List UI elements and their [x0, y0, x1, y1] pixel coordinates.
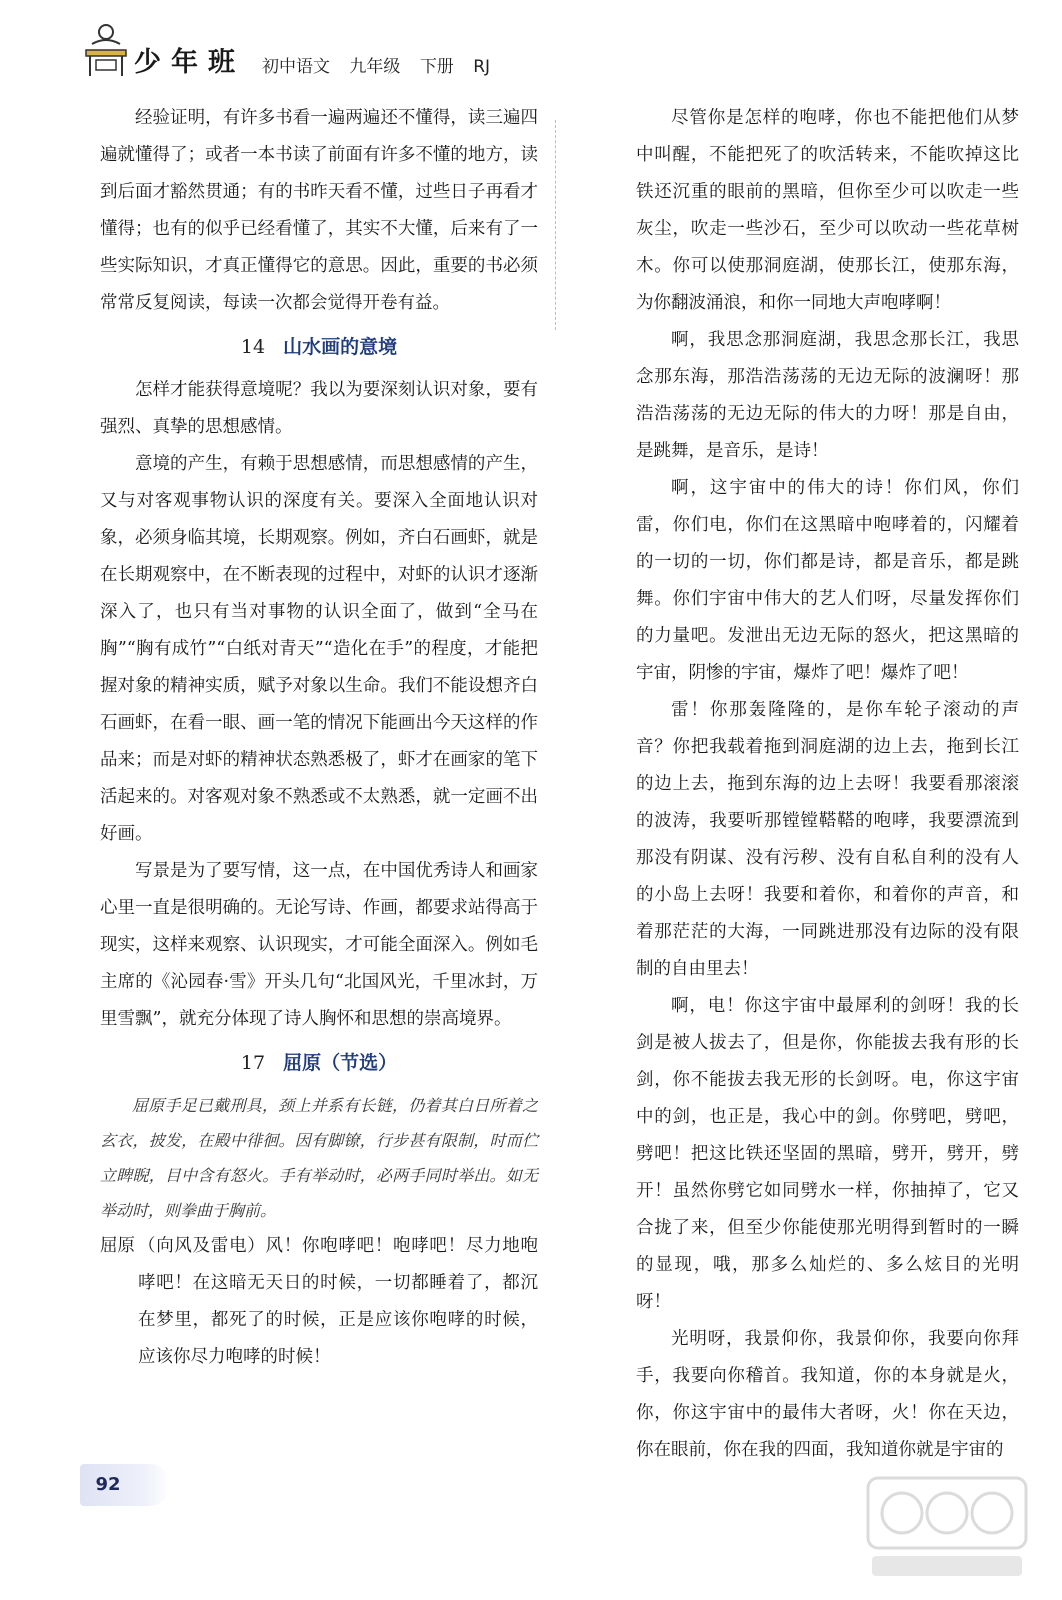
student-desk-logo-icon	[82, 22, 130, 78]
edition-label: RJ	[473, 57, 491, 77]
paragraph: 啊，这宇宙中的伟大的诗！你们风，你们雷，你们电，你们在这黑暗中咆哮着的，闪耀着的一切的一切，你们都是诗，都是音乐，都是跳舞。你们宇宙中伟大的艺人们呀，尽量发挥你们的力量吧。发泄出无边无际的怒火，把这黑暗的宇宙，阴惨的宇宙，爆炸了吧！爆炸了吧！	[636, 478, 1019, 683]
dialogue-block	[100, 1228, 538, 1376]
column-divider	[555, 120, 556, 330]
section-title: 屈原（节选）	[283, 1052, 398, 1074]
stage-direction: 屈原手足已戴刑具，颈上并系有长链，仍着其白日所着之玄衣，披发，在殿中徘徊。因有脚镣，行步甚有限制，时而伫立睥睨，目中含有怒火。手有举动时，必两手同时举出。如无举动时，则拳曲于胸前。	[100, 1096, 538, 1220]
left-column	[100, 100, 538, 1376]
page-number-badge	[80, 1464, 170, 1506]
paragraph: 尽管你是怎样的咆哮，你也不能把他们从梦中叫醒，不能把死了的吹活转来，不能吹掉这比铁还沉重的眼前的黑暗，但你至少可以吹走一些灰尘，吹走一些沙石，至少可以吹动一些花草树木。你可以使那洞庭湖，使那长江，使那东海，为你翻波涌浪，和你一同地大声咆哮啊！	[636, 108, 1019, 313]
page-number: 92	[95, 1474, 121, 1495]
watermark-stamp-icon	[862, 1472, 1032, 1582]
page-header	[82, 22, 642, 82]
section-heading-14	[100, 322, 538, 372]
section-title: 山水画的意境	[283, 336, 398, 358]
dialogue-text	[138, 1228, 538, 1376]
dialogue-line: （向风及雷电）风！你咆哮吧！咆哮吧！尽力地咆哮吧！在这暗无天日的时候，一切都睡着了，都沉在梦里，都死了的时候，正是应该你咆哮的时候，应该你尽力咆哮的时候！	[138, 1236, 538, 1367]
section-number: 17	[240, 1052, 266, 1074]
paragraph: 意境的产生，有赖于思想感情，而思想感情的产生，又与对客观事物认识的深度有关。要深入全面地认识对象，必须身临其境，长期观察。例如，齐白石画虾，就是在长期观察中，在不断表现的过程中，对虾的认识才逐渐深入了，也只有当对事物的认识全面了，做到“全马在胸”“胸有成竹”“白纸对青天”“造化在手”的程度，才能把握对象的精神实质，赋予对象以生命。我们不能设想齐白石画虾，在看一眼、画一笔的情况下能画出今天这样的作品来；而是对虾的精神状态熟悉极了，虾才在画家的笔下活起来的。对客观对象不熟悉或不太熟悉，就一定画不出好画。	[100, 454, 538, 844]
section-number: 14	[240, 336, 266, 358]
paragraph: 怎样才能获得意境呢？我以为要深刻认识对象，要有强烈、真挚的思想感情。	[100, 380, 538, 437]
intro-paragraph: 经验证明，有许多书看一遍两遍还不懂得，读三遍四遍就懂得了；或者一本书读了前面有许多不懂的地方，读到后面才豁然贯通；有的书昨天看不懂，过些日子再看才懂得；也有的似乎已经看懂了，其实不大懂，后来有了一些实际知识，才真正懂得它的意思。因此，重要的书必须常常反复阅读，每读一次都会觉得开卷有益。	[100, 108, 538, 313]
subject-label: 初中语文	[262, 57, 330, 77]
section-heading-17	[100, 1038, 538, 1088]
paragraph: 啊，电！你这宇宙中最犀利的剑呀！我的长剑是被人拔去了，但是你，你能拔去我有形的长剑，你不能拔去我无形的长剑呀。电，你这宇宙中的剑，也正是，我心中的剑。你劈吧，劈吧，劈吧！把这比铁还坚固的黑暗，劈开，劈开，劈开！虽然你劈它如同劈水一样，你抽掉了，它又合拢了来，但至少你能使那光明得到暂时的一瞬的显现，哦，那多么灿烂的、多么炫目的光明呀！	[636, 996, 1019, 1312]
paragraph: 写景是为了要写情，这一点，在中国优秀诗人和画家心里一直是很明确的。无论写诗、作画，都要求站得高于现实，这样来观察、认识现实，才可能全面深入。例如毛主席的《沁园春·雪》开头几句“北国风光，千里冰封，万里雪飘”，就充分体现了诗人胸怀和思想的崇高境界。	[100, 861, 538, 1029]
right-column	[636, 100, 1019, 1469]
paragraph: 光明呀，我景仰你，我景仰你，我要向你拜手，我要向你稽首。我知道，你的本身就是火，你，你这宇宙中的最伟大者呀，火！你在天边，你在眼前，你在我的四面，我知道你就是宇宙的	[636, 1329, 1019, 1460]
brand-char: 班	[208, 47, 245, 78]
book-info	[262, 52, 504, 77]
brand-char: 少	[134, 47, 171, 78]
volume-label: 下册	[419, 57, 454, 77]
brand-char: 年	[171, 47, 208, 78]
grade-label: 九年级	[349, 57, 401, 77]
paragraph: 雷！你那轰隆隆的，是你车轮子滚动的声音？你把我载着拖到洞庭湖的边上去，拖到长江的边上去，拖到东海的边上去呀！我要看那滚滚的波涛，我要听那镗镗鞳鞳的咆哮，我要漂流到那没有阴谋、没有污秽、没有自私自利的没有人的小岛上去呀！我要和着你，和着你的声音，和着那茫茫的大海，一同跳进那没有边际的没有限制的自由里去！	[636, 700, 1019, 979]
paragraph: 啊，我思念那洞庭湖，我思念那长江，我思念那东海，那浩浩荡荡的无边无际的波澜呀！那浩浩荡荡的无边无际的伟大的力呀！那是自由，是跳舞，是音乐，是诗！	[636, 330, 1019, 461]
speaker-name: 屈原	[100, 1236, 135, 1256]
brand-title	[134, 40, 245, 79]
